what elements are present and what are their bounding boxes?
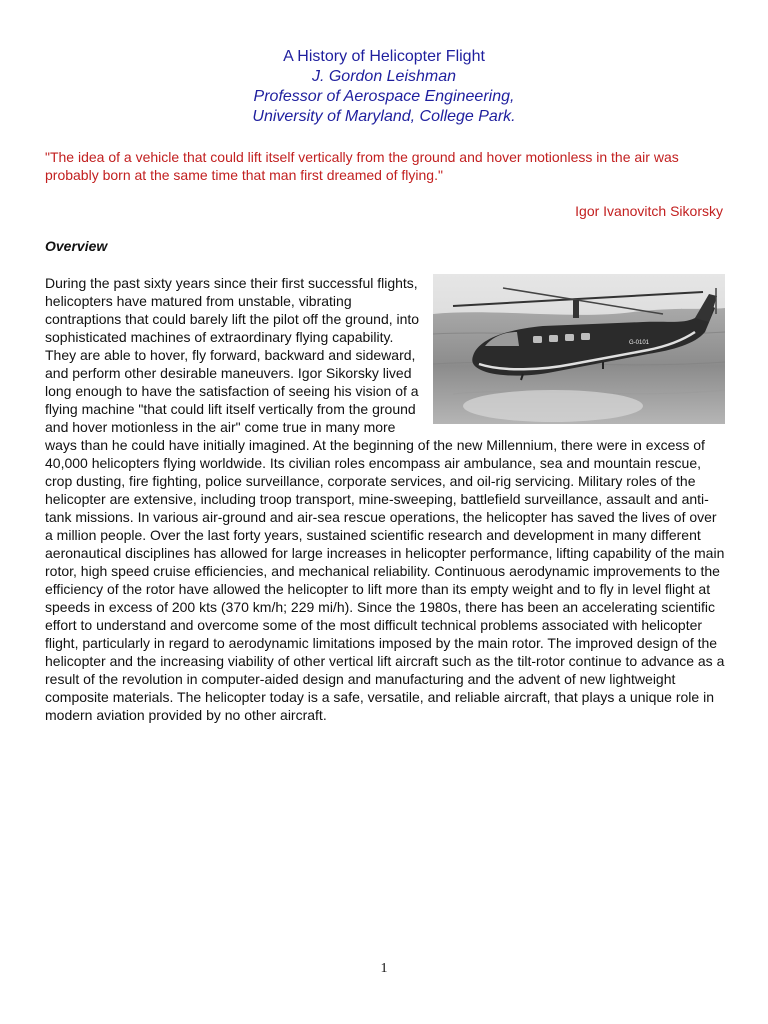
epigraph-quote: "The idea of a vehicle that could lift itself vertically from the ground and hover motionless in the air was probably born at the same time that man first dreamed of flying." <box>45 149 679 183</box>
author-position: Professor of Aerospace Engineering, <box>253 88 515 105</box>
author-institution: University of Maryland, College Park. <box>252 108 516 125</box>
overview-paragraph: During the past sixty years since their first successful flights, helicopters have matured from unstable, vibrating contraptions that could barely lift the pilot off the ground, into sophisticated machines of extraordinary flying capability. They are able to hover, fly forward, backward and sideward, and perform other desirable maneuvers. Igor Sikorsky lived long enough to have the satisfaction of seeing his vision of a flying machine "that could lift itself vertically from the ground and hover motionless in the air" come true in many more ways than he could have initially imagined. At the beginning of the new Millennium, there were in excess of 40,000 helicopters flying worldwide. Its civilian roles encompass air ambulance, sea and mountain rescue, crop dusting, fire fighting, police surveillance, corporate services, and oil-rig servicing. Military roles of the helicopter are extensive, including troop transport, mine-sweeping, battlefield surveillance, assault and anti-tank missions. In various air-ground and air-sea rescue operations, the helicopter has saved the lives of over a million people. Over the last forty years, sustained scientific research and development in many different aeronautical disciplines has allowed for large increases in helicopter performance, lifting capability of the main rotor, high speed cruise efficiencies, and mechanical reliability. Continuous aerodynamic improvements to the efficiency of the rotor have allowed the helicopter to lift more than its empty weight and to fly in level flight at speeds in excess of 200 kts (370 km/h; 229 mi/h). Since the 1980s, there has been an accelerating scientific effort to understand and overcome some of the most difficult technical problems associated with helicopter flight, particularly in regard to aerodynamic limitations imposed by the main rotor. The improved design of the helicopter and the increasing viability of other vertical lift aircraft such as the tilt-rotor continue to advance as a result of the revolution in computer-aided design and manufacturing and the advent of new lightweight composite materials. The helicopter today is a safe, versatile, and reliable aircraft, that plays a unique role in modern aviation provided by no other aircraft. <box>45 275 725 723</box>
page-number: 1 <box>380 961 388 976</box>
helicopter-registration: G-0101 <box>629 340 650 346</box>
section-heading: Overview <box>45 238 108 254</box>
overview-body <box>45 274 725 724</box>
document-title: A History of Helicopter Flight <box>283 48 485 65</box>
helicopter-photo-icon <box>433 274 725 424</box>
quote-attribution: Igor Ivanovitch Sikorsky <box>575 203 723 219</box>
title-block <box>0 47 768 127</box>
author-name: J. Gordon Leishman <box>311 68 457 85</box>
helicopter-photo <box>433 274 725 424</box>
